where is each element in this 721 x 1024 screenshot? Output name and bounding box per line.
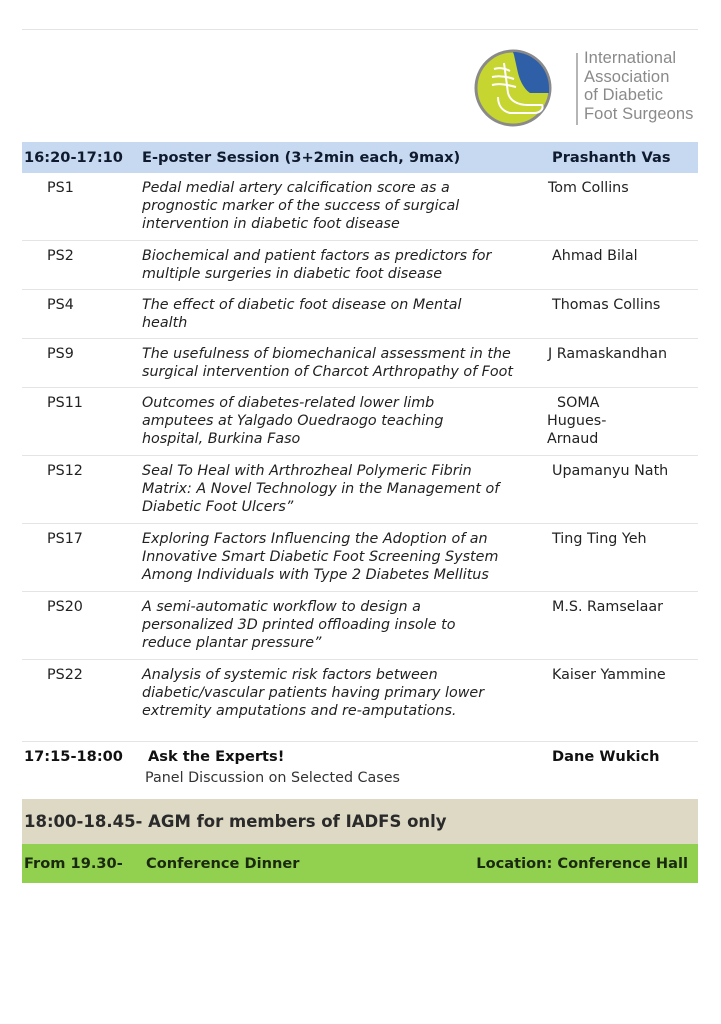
poster-row: [22, 524, 698, 592]
poster-row: [22, 339, 698, 388]
iadfs-logo: [472, 47, 702, 129]
poster-code: PS17: [47, 531, 83, 547]
top-divider: [22, 29, 698, 30]
poster-code: PS1: [47, 180, 74, 196]
session-time: 16:20-17:10: [24, 149, 123, 166]
presenter-line: Hugues-: [547, 413, 607, 430]
title-line: diabetic/vascular patients having primary lower: [142, 685, 485, 702]
poster-row: [22, 592, 698, 660]
poster-presenter: Upamanyu Nath: [552, 463, 669, 479]
title-line: The usefulness of biomechanical assessment in the: [142, 346, 511, 362]
poster-title: [142, 666, 547, 741]
title-line: hospital, Burkina Faso: [142, 431, 301, 448]
title-line: personalized 3D printed offloading insole to: [142, 617, 456, 634]
poster-code: PS20: [47, 599, 83, 615]
poster-title: [142, 247, 547, 289]
title-line: Innovative Smart Diabetic Foot Screening System: [142, 549, 499, 566]
poster-code: PS11: [47, 395, 83, 411]
logo-divider: [576, 53, 578, 125]
experts-title: Ask the Experts!: [148, 748, 285, 765]
foot-boot-emblem-icon: [474, 49, 552, 127]
poster-presenter: Thomas Collins: [552, 297, 661, 313]
dinner-banner: [22, 844, 698, 883]
poster-presenter: M.S. Ramselaar: [552, 599, 663, 615]
poster-row: [22, 173, 698, 241]
title-line: Diabetic Foot Ulcers”: [142, 499, 294, 516]
title-line: intervention in diabetic foot disease: [142, 216, 400, 233]
title-line: A semi-automatic workflow to design a: [142, 599, 421, 615]
poster-code: PS9: [47, 346, 74, 362]
title-line: Outcomes of diabetes-related lower limb: [142, 395, 435, 411]
poster-presenter: Ahmad Bilal: [552, 248, 638, 264]
poster-title: [142, 462, 547, 523]
title-line: reduce plantar pressure”: [142, 635, 322, 652]
logo-line: of Diabetic: [584, 86, 664, 104]
presenter-line: SOMA: [557, 395, 600, 411]
experts-leader: Dane Wukich: [552, 748, 660, 765]
ask-the-experts-session: [22, 742, 698, 799]
title-line: amputees at Yalgado Ouedraogo teaching: [142, 413, 444, 430]
poster-presenter: Ting Ting Yeh: [552, 531, 647, 547]
title-line: Among Individuals with Type 2 Diabetes Mellitus: [142, 567, 489, 584]
organization-name: [584, 49, 694, 123]
experts-time: 17:15-18:00: [24, 748, 123, 765]
title-line: health: [142, 315, 188, 332]
logo-line: Association: [584, 67, 670, 86]
agm-text: 18:00-18.45- AGM for members of IADFS only: [24, 812, 447, 831]
title-line: Biochemical and patient factors as predictors for: [142, 248, 492, 264]
agm-banner: [22, 799, 698, 844]
dinner-time: From 19.30-: [24, 855, 123, 872]
title-line: Pedal medial artery calcification score as a: [142, 180, 450, 196]
dinner-title: Conference Dinner: [146, 855, 300, 872]
poster-title: [142, 296, 547, 338]
title-line: Seal To Heal with Arthrozheal Polymeric Fibrin: [142, 463, 472, 479]
poster-presenter: Tom Collins: [548, 180, 629, 196]
experts-subtitle: Panel Discussion on Selected Cases: [145, 770, 400, 786]
poster-code: PS22: [47, 667, 83, 683]
poster-row: [22, 290, 698, 339]
poster-row: [22, 241, 698, 290]
poster-presenter: Kaiser Yammine: [552, 667, 666, 683]
title-line: extremity amputations and re-amputations.: [142, 703, 457, 720]
logo-line: International: [584, 49, 677, 67]
poster-row: [22, 388, 698, 456]
poster-title: [142, 598, 547, 659]
logo-line: Foot Surgeons: [584, 104, 694, 123]
title-line: prognostic marker of the success of surgical: [142, 198, 460, 215]
title-line: surgical intervention of Charcot Arthropathy of Foot: [142, 364, 514, 381]
title-line: Analysis of systemic risk factors between: [142, 667, 438, 683]
session-chair: Prashanth Vas: [552, 149, 671, 166]
dinner-location: Location: Conference Hall: [476, 855, 688, 872]
poster-code: PS4: [47, 297, 74, 313]
title-line: Exploring Factors Influencing the Adoption of an: [142, 531, 488, 547]
poster-code: PS12: [47, 463, 83, 479]
poster-row: [22, 456, 698, 524]
title-line: The effect of diabetic foot disease on Mental: [142, 297, 462, 313]
session-title: E-poster Session (3+2min each, 9max): [142, 149, 461, 166]
schedule-table: [22, 142, 698, 883]
poster-title: [142, 345, 547, 387]
poster-title: [142, 530, 547, 591]
poster-code: PS2: [47, 248, 74, 264]
poster-row: [22, 660, 698, 742]
title-line: multiple surgeries in diabetic foot disease: [142, 266, 443, 283]
poster-presenter: J Ramaskandhan: [548, 346, 668, 362]
poster-presenter: [547, 394, 698, 455]
session-header: [22, 142, 698, 173]
poster-title: [142, 179, 547, 240]
presenter-line: Arnaud: [547, 431, 599, 448]
poster-title: [142, 394, 547, 455]
title-line: Matrix: A Novel Technology in the Management of: [142, 481, 500, 498]
